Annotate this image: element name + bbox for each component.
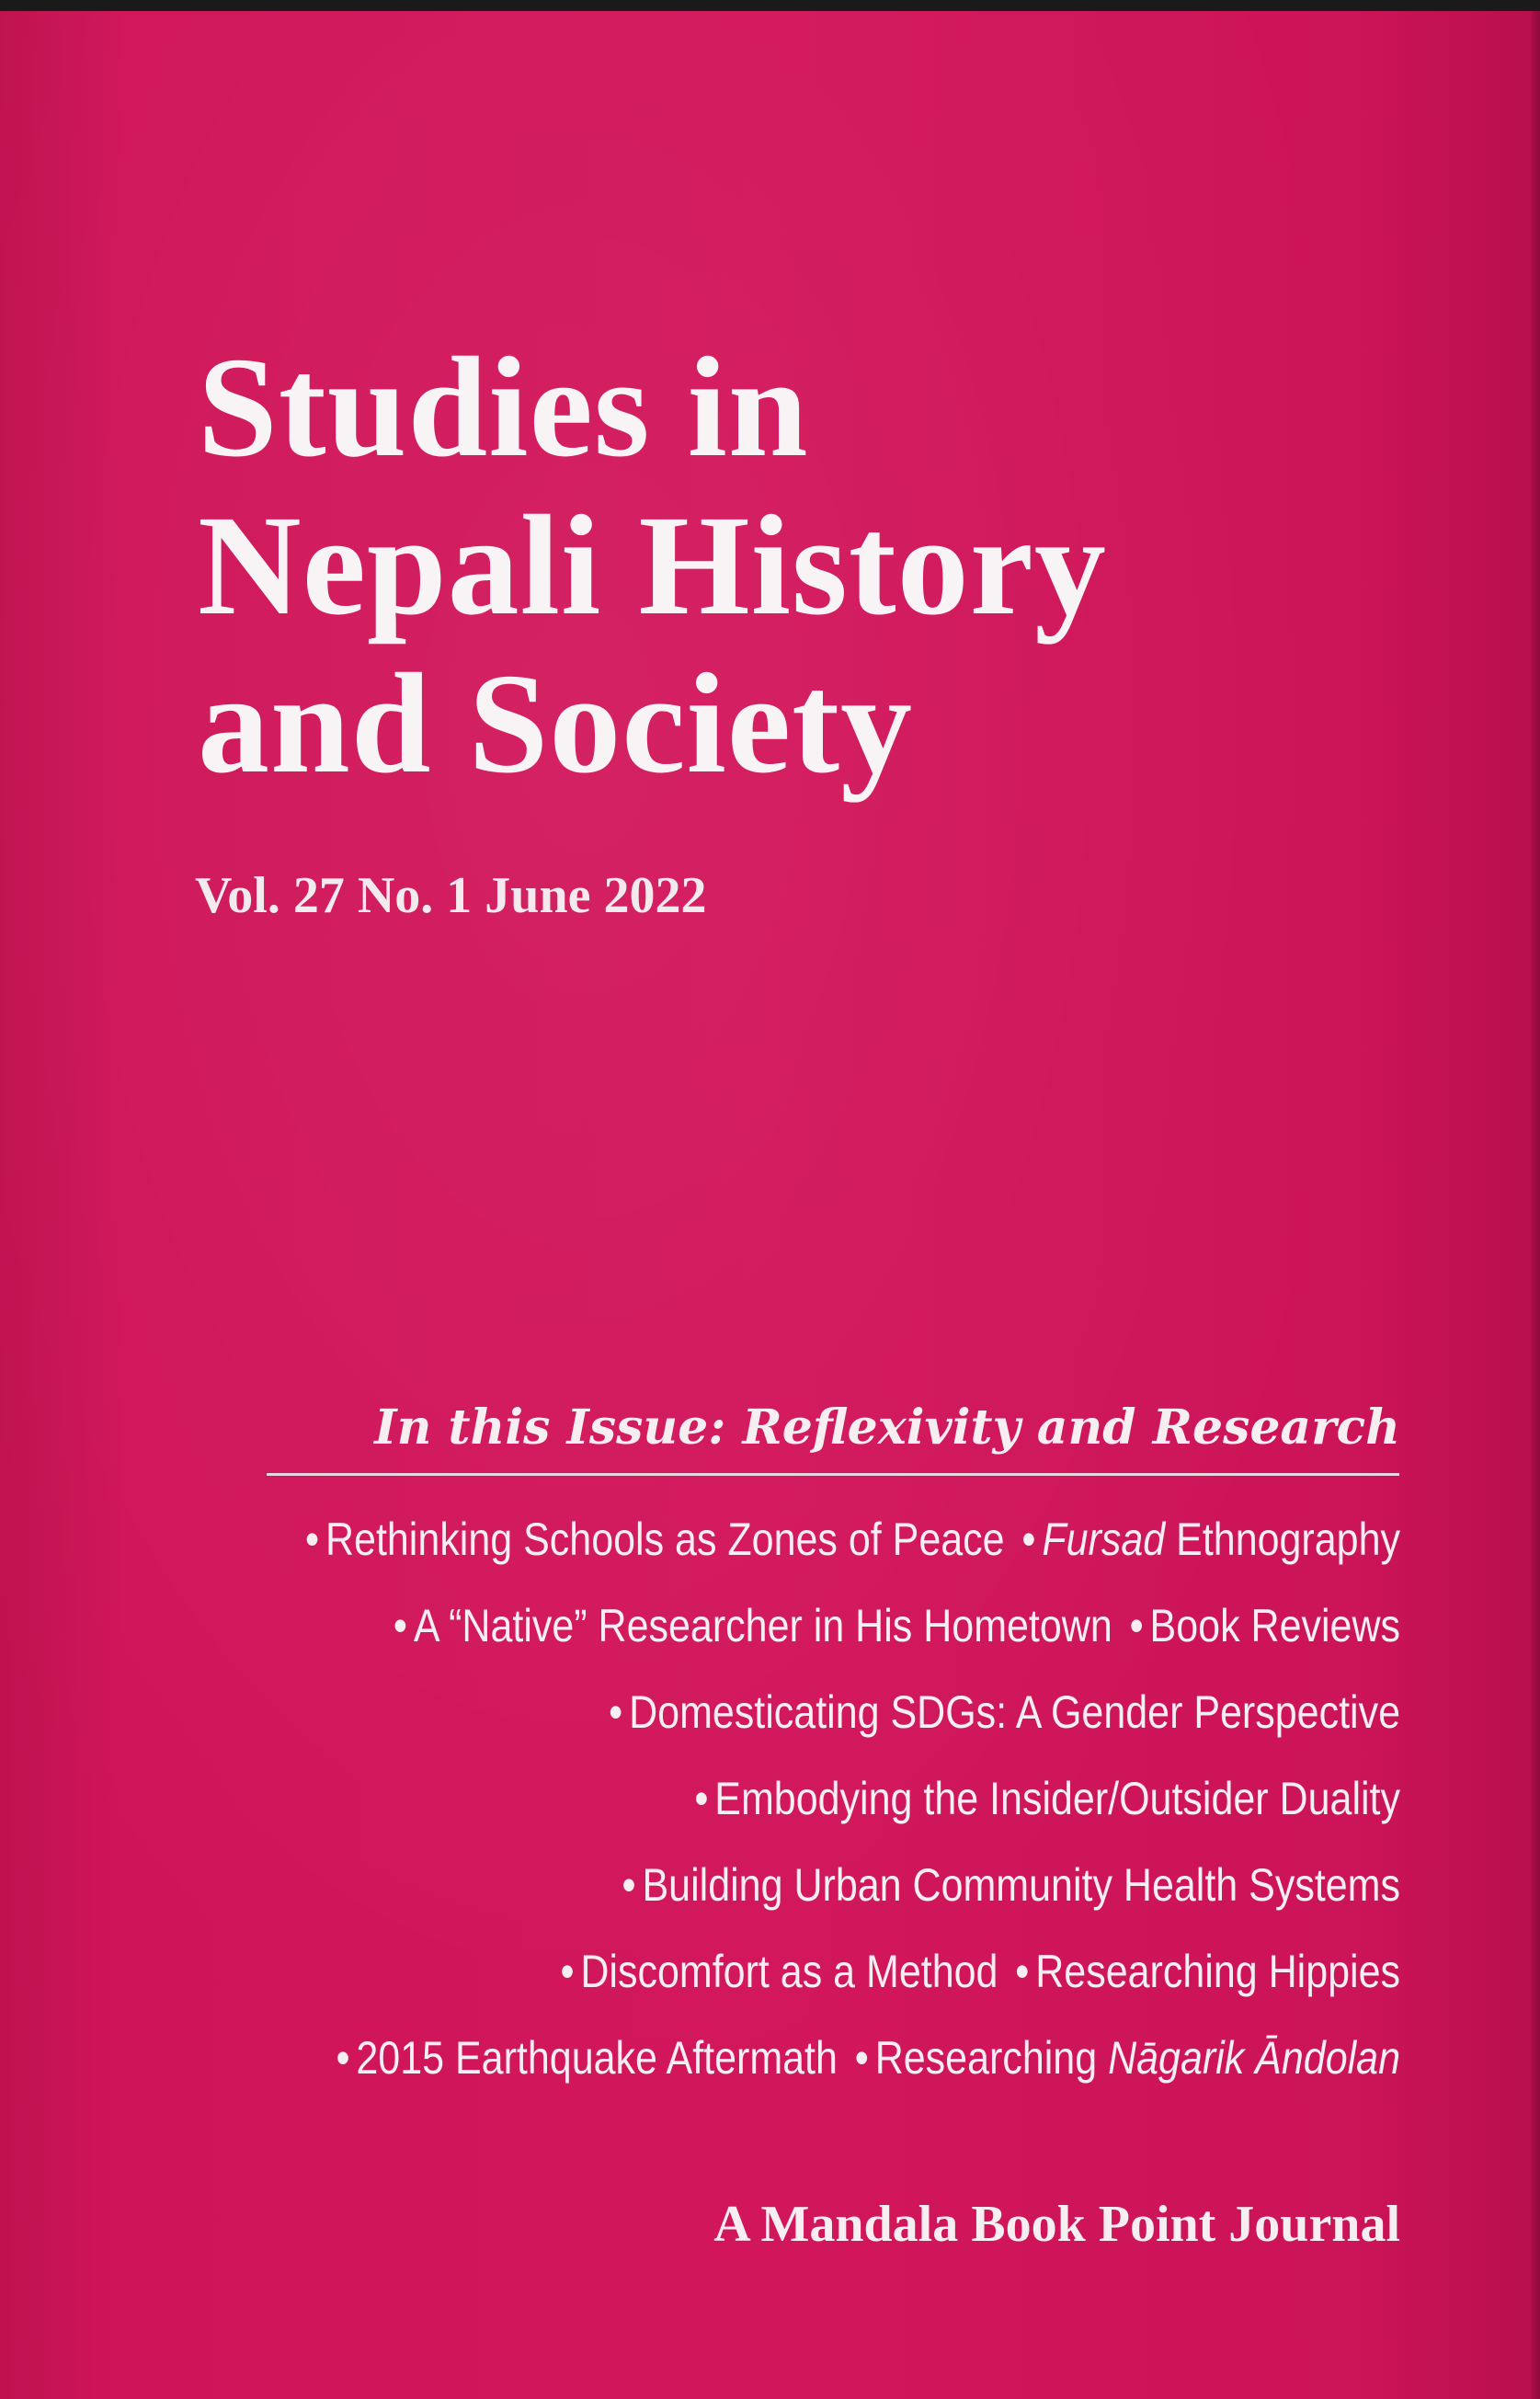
- contents-line: [293, 1496, 1400, 1582]
- journal-title: [198, 328, 1107, 803]
- bullet-icon: •: [622, 1859, 636, 1911]
- contents-item: Researching: [874, 2032, 1109, 2084]
- contents-item: Ethnography: [1165, 1514, 1400, 1565]
- contents-item: 2015 Earthquake Aftermath: [356, 2032, 838, 2084]
- bullet-icon: •: [609, 1686, 623, 1738]
- contents-line: [293, 1928, 1400, 2015]
- contents-item: Domesticating SDGs: A Gender Perspective: [629, 1686, 1400, 1738]
- bullet-icon: •: [560, 1946, 575, 1997]
- contents-line: [293, 1842, 1400, 1928]
- contents-item: Book Reviews: [1149, 1600, 1400, 1651]
- contents-item: Discomfort as a Method: [580, 1946, 998, 1997]
- bullet-icon: •: [336, 2032, 350, 2084]
- contents-item-italic: Nāgarik Āndolan: [1108, 2032, 1400, 2084]
- contents-item: Embodying the Insider/Outsider Duality: [714, 1773, 1400, 1824]
- bullet-icon: •: [694, 1773, 709, 1824]
- publisher-line: A Mandala Book Point Journal: [713, 2196, 1400, 2253]
- bullet-icon: •: [305, 1514, 320, 1565]
- bullet-icon: •: [393, 1600, 407, 1651]
- heading-underline: [267, 1473, 1399, 1476]
- bullet-icon: •: [1129, 1600, 1144, 1651]
- contents-item: Researching Hippies: [1035, 1946, 1400, 1997]
- contents-list: [113, 1496, 1400, 2101]
- bullet-icon: •: [1015, 1946, 1030, 1997]
- bullet-icon: •: [854, 2032, 869, 2084]
- contents-item: Rethinking Schools as Zones of Peace: [325, 1514, 1005, 1565]
- contents-line: [293, 1582, 1400, 1669]
- title-line-3: and Society: [198, 644, 914, 803]
- contents-line: [293, 1669, 1400, 1755]
- volume-issue-date: Vol. 27 No. 1 June 2022: [195, 867, 707, 924]
- contents-line: [293, 1755, 1400, 1842]
- journal-cover: [0, 11, 1540, 2399]
- contents-item: A “Native” Researcher in His Hometown: [413, 1600, 1112, 1651]
- cover-right-edge: [1531, 11, 1540, 2399]
- top-edge: [0, 0, 1540, 11]
- contents-item: Building Urban Community Health Systems: [642, 1859, 1400, 1911]
- title-line-1: Studies in: [198, 327, 809, 486]
- title-line-2: Nepali History: [198, 486, 1107, 645]
- contents-item-italic: Fursad: [1042, 1514, 1166, 1565]
- issue-theme-heading: In this Issue: Reflexivity and Research: [374, 1399, 1400, 1456]
- contents-line: [293, 2015, 1400, 2101]
- bullet-icon: •: [1021, 1514, 1036, 1565]
